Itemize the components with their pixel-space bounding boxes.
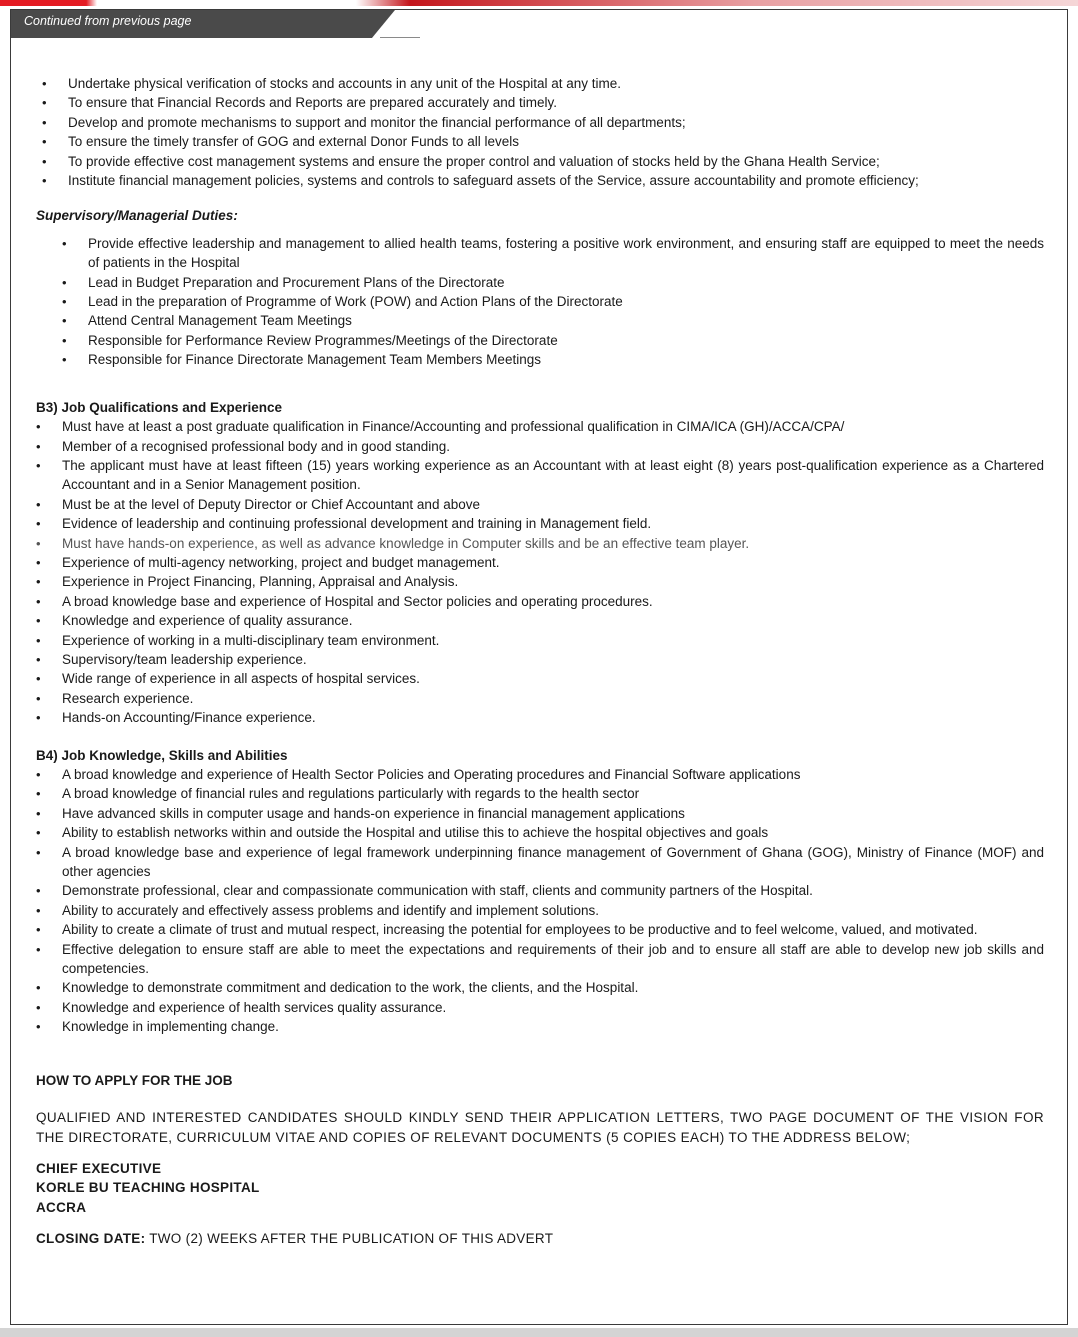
closing-date — [36, 1229, 1044, 1248]
list-item: • Attend Central Management Team Meetings — [56, 311, 1044, 330]
list-item: • Hands-on Accounting/Finance experience. — [36, 708, 1044, 727]
banner-underline — [380, 37, 420, 38]
supervisory-list — [56, 234, 1044, 370]
list-item: • Supervisory/team leadership experience. — [36, 650, 1044, 669]
list-item: • A broad knowledge base and experience of legal framework underpinning finance management of Government of Ghana (GOG), Ministry of Finance (MOF) and other agencies — [36, 843, 1044, 882]
duties-list — [36, 74, 1044, 190]
qualifications-heading: B3) Job Qualifications and Experience — [36, 399, 283, 415]
qualifications-list — [36, 417, 1044, 728]
list-item: • Experience in Project Financing, Planning, Appraisal and Analysis. — [36, 572, 1044, 591]
list-item: • Ability to accurately and effectively assess problems and identify and implement solutions. — [36, 901, 1044, 920]
list-item: • Research experience. — [36, 689, 1044, 708]
list-item: • Responsible for Finance Directorate Management Team Members Meetings — [56, 350, 1044, 369]
list-item: • Provide effective leadership and management to allied health teams, fostering a positive work environment, and ensuring staff are equipped to meet the needs of patients in the Hospital — [56, 234, 1044, 273]
address-line: CHIEF EXECUTIVE — [36, 1160, 162, 1176]
top-color-strip — [0, 0, 1078, 6]
list-item: • Must be at the level of Deputy Director or Chief Accountant and above — [36, 495, 1044, 514]
list-item: • Ability to create a climate of trust and mutual respect, increasing the potential for employees to be productive and to feel welcome, valued, and motivated. — [36, 920, 1044, 939]
list-item: • To ensure that Financial Records and Reports are prepared accurately and timely. — [36, 93, 1044, 112]
list-item: • Undertake physical verification of stocks and accounts in any unit of the Hospital at any time. — [36, 74, 1044, 93]
list-item: • Knowledge and experience of health services quality assurance. — [36, 998, 1044, 1017]
list-item: • A broad knowledge of financial rules and regulations particularly with regards to the health sector — [36, 784, 1044, 803]
bottom-bar — [0, 1328, 1078, 1337]
list-item: • A broad knowledge and experience of Health Sector Policies and Operating procedures and Financial Software applications — [36, 765, 1044, 784]
list-item: • Responsible for Performance Review Programmes/Meetings of the Directorate — [56, 331, 1044, 350]
list-item: • Knowledge and experience of quality assurance. — [36, 611, 1044, 630]
list-item: • Wide range of experience in all aspects of hospital services. — [36, 669, 1044, 688]
list-item: • Have advanced skills in computer usage and hands-on experience in financial management applications — [36, 804, 1044, 823]
supervisory-heading: Supervisory/Managerial Duties: — [36, 208, 238, 224]
list-item: • To ensure the timely transfer of GOG and external Donor Funds to all levels — [36, 132, 1044, 151]
list-item: • Must have hands-on experience, as well as advance knowledge in Computer skills and be an effective team player. — [36, 534, 1044, 553]
continued-label: Continued from previous page — [24, 14, 192, 28]
list-item: • Experience of multi-agency networking, project and budget management. — [36, 553, 1044, 572]
knowledge-list — [36, 765, 1044, 1037]
list-item: • Experience of working in a multi-disciplinary team environment. — [36, 631, 1044, 650]
list-item: • Ability to establish networks within and outside the Hospital and utilise this to achieve the hospital objectives and goals — [36, 823, 1044, 842]
address-line: ACCRA — [36, 1199, 87, 1215]
document-body — [36, 74, 1044, 1249]
list-item: • Knowledge in implementing change. — [36, 1017, 1044, 1036]
list-item: • Effective delegation to ensure staff are able to meet the expectations and requirements of their job and to ensure all staff are able to develop new job skills and competencies. — [36, 940, 1044, 979]
apply-heading: HOW TO APPLY FOR THE JOB — [36, 1072, 233, 1088]
list-item: • Evidence of leadership and continuing professional development and training in Management field. — [36, 514, 1044, 533]
knowledge-heading: B4) Job Knowledge, Skills and Abilities — [36, 747, 288, 763]
list-item: • A broad knowledge base and experience of Hospital and Sector policies and operating procedures. — [36, 592, 1044, 611]
list-item: • Member of a recognised professional body and in good standing. — [36, 437, 1044, 456]
list-item: • Lead in Budget Preparation and Procurement Plans of the Directorate — [56, 273, 1044, 292]
list-item: • Demonstrate professional, clear and compassionate communication with staff, clients and community partners of the Hospital. — [36, 881, 1044, 900]
closing-date-label: CLOSING DATE: — [36, 1231, 146, 1247]
address-line: KORLE BU TEACHING HOSPITAL — [36, 1180, 260, 1196]
list-item: • Must have at least a post graduate qualification in Finance/Accounting and professional qualification in CIMA/ICA (GH)/ACCA/CPA/ — [36, 417, 1044, 436]
apply-instructions: QUALIFIED AND INTERESTED CANDIDATES SHOULD KINDLY SEND THEIR APPLICATION LETTERS, TWO PAGE DOCUMENT OF THE VISION FOR THE DIRECTORATE, CURRICULUM VITAE AND COPIES OF RELEVANT DOCUMENTS (5 COPIES EACH) TO THE ADDRESS BELOW; — [36, 1110, 1044, 1145]
list-item: • Institute financial management policies, systems and controls to safeguard assets of the Service, assure accountability and promote efficiency; — [36, 171, 1044, 190]
list-item: • Develop and promote mechanisms to support and monitor the financial performance of all departments; — [36, 113, 1044, 132]
list-item: • To provide effective cost management systems and ensure the proper control and valuation of stocks held by the Ghana Health Service; — [36, 152, 1044, 171]
list-item: • Knowledge to demonstrate commitment and dedication to the work, the clients, and the Hospital. — [36, 978, 1044, 997]
list-item: • The applicant must have at least fifteen (15) years working experience as an Accountant with at least eight (8) years post-qualification experience as a Chartered Accountant and in a Senior Management position. — [36, 456, 1044, 495]
closing-date-value: TWO (2) WEEKS AFTER THE PUBLICATION OF THIS ADVERT — [149, 1231, 554, 1247]
list-item: • Lead in the preparation of Programme of Work (POW) and Action Plans of the Directorate — [56, 292, 1044, 311]
